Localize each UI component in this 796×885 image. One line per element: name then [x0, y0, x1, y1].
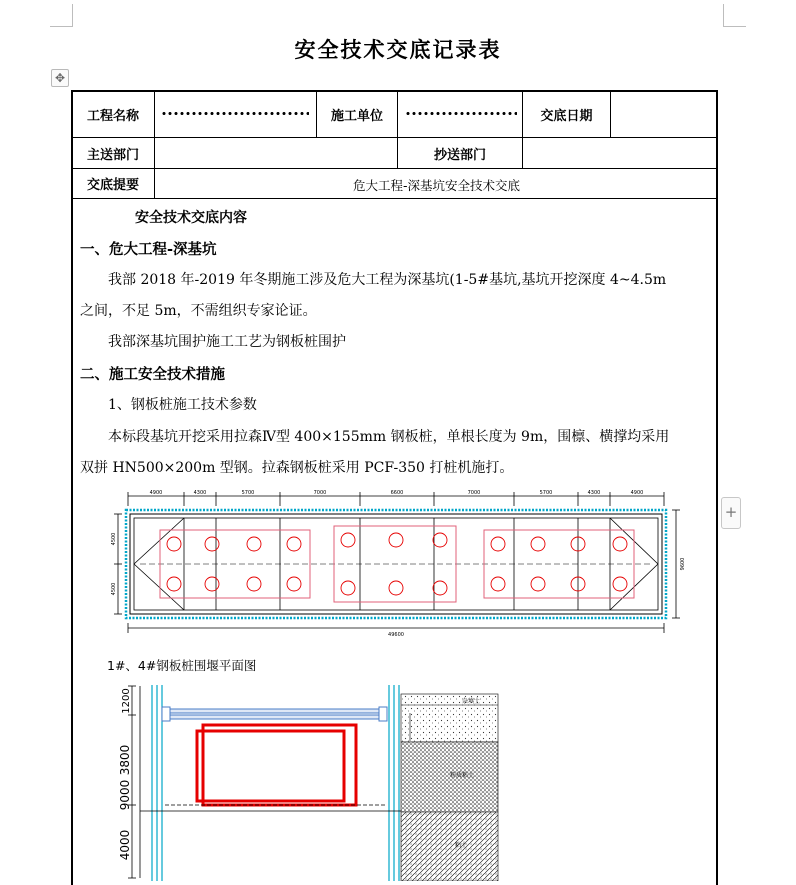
construction-unit-value[interactable] — [405, 111, 517, 116]
summary-label: 交底提要 — [86, 178, 139, 193]
summary-value[interactable]: 危大工程-深基坑安全技术交底 — [352, 178, 520, 193]
plan-top-dim: 4300 — [587, 490, 601, 496]
section1-paragraph-line: 之间，不足 5m，不需组织专家论证。 — [80, 303, 317, 319]
section-depth-dim: 1200 — [121, 688, 132, 714]
row-divider — [72, 168, 718, 169]
section2-paragraph-line: 双拼 HN500×200m 型钢。拉森钢板桩采用 PCF-350 打桩机施打。 — [80, 460, 514, 476]
main-dept-label: 主送部门 — [86, 147, 139, 163]
cofferdam-plan-drawing — [100, 486, 690, 638]
construction-unit-label: 施工单位 — [330, 108, 383, 124]
project-name-value[interactable] — [161, 111, 309, 116]
soil-label: 粉质粘土 — [450, 772, 475, 779]
disclosure-date-label: 交底日期 — [540, 108, 593, 124]
plan-drawing-caption: 1#、4#钢板桩围堰平面图 — [107, 658, 257, 673]
plan-top-dim: 5700 — [539, 490, 553, 496]
cc-dept-value[interactable] — [523, 138, 717, 168]
table-move-handle-icon[interactable]: ✥ — [51, 69, 69, 87]
cc-dept-label: 抄送部门 — [433, 147, 486, 163]
section-depth-dim: 4000 — [118, 829, 132, 861]
page-corner-mark-left — [50, 4, 73, 27]
plan-bottom-dim: 49600 — [388, 632, 404, 638]
document-title: 安全技术交底记录表 — [294, 37, 502, 62]
section2-paragraph-line: 本标段基坑开挖采用拉森Ⅳ型 400×155mm 钢板桩，单根长度为 9m，围檩、横撑均采用 — [108, 429, 670, 445]
plan-top-dim: 5700 — [241, 490, 255, 496]
section2-title: 二、施工安全技术措施 — [80, 367, 225, 383]
plan-top-dim: 7000 — [467, 490, 481, 496]
page-corner-mark-right — [723, 4, 746, 27]
plan-top-dim: 4300 — [193, 490, 207, 496]
plan-top-dim: 6600 — [390, 490, 404, 496]
main-dept-value[interactable] — [155, 138, 397, 168]
plan-top-dim: 4900 — [630, 490, 644, 496]
project-name-label: 工程名称 — [86, 108, 139, 124]
section1-title: 一、危大工程-深基坑 — [80, 242, 217, 258]
section1-paragraph: 我部深基坑围护施工工艺为钢板桩围护 — [108, 334, 346, 350]
section1-paragraph-line: 我部 2018 年-2019 年冬期施工涉及危大工程为深基坑(1-5#基坑,基坑开挖深度 4~4.5m — [108, 272, 667, 288]
section-depth-dim: 9000 — [118, 779, 132, 811]
soil-label: 粘土 — [455, 842, 468, 849]
plan-right-dim: 9600 — [680, 557, 686, 571]
row-divider — [72, 198, 718, 199]
cofferdam-section-drawing — [110, 683, 505, 881]
add-column-button[interactable]: + — [721, 497, 741, 529]
content-heading: 安全技术交底内容 — [135, 210, 247, 226]
plan-left-dim: 4500 — [111, 582, 117, 596]
soil-label: 杂填土 — [462, 698, 481, 705]
plan-left-dim: 4500 — [111, 532, 117, 546]
section2-item: 1、钢板桩施工技术参数 — [108, 397, 257, 413]
plan-top-dim: 4900 — [149, 490, 163, 496]
section-depth-dim: 3800 — [118, 744, 132, 776]
disclosure-date-value[interactable] — [611, 91, 717, 137]
plan-top-dim: 7000 — [313, 490, 327, 496]
